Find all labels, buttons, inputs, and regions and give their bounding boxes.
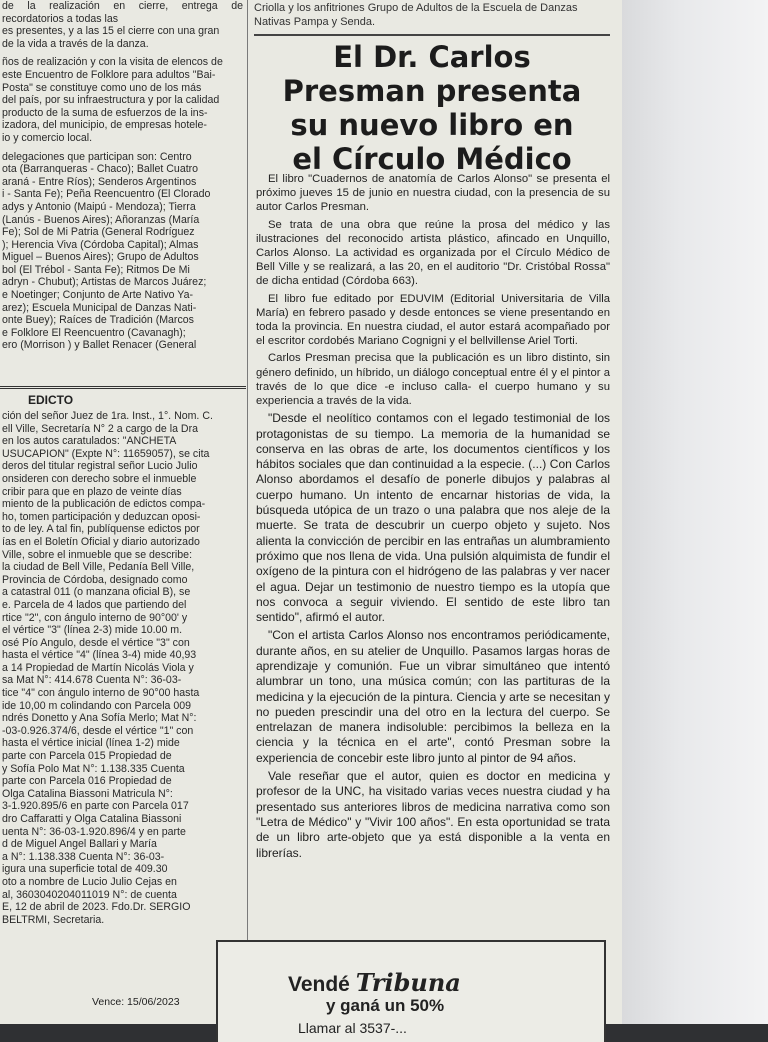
text-line: ños de realización y con la visita de elencos de bbox=[2, 56, 223, 69]
text-line: sa Mat N°: 414.678 Cuenta N°: 36-03- bbox=[2, 674, 182, 687]
text-line: oto a nombre de Lucio Julio Cejas en bbox=[2, 875, 177, 888]
text-line: ho, tomen participación y deduzcan oposi- bbox=[2, 510, 201, 523]
text-line: arez); Escuela Municipal de Danzas Nati- bbox=[2, 301, 197, 314]
left-column bbox=[0, 0, 246, 1024]
text-line: ota (Barranqueras - Chaco); Ballet Cuatro bbox=[2, 163, 199, 176]
text-line: adys y Antonio (Maipú - Mendoza); Tierra bbox=[2, 200, 196, 213]
text-line: de la realización en cierre, entrega de recordatorios a todas las bbox=[2, 0, 243, 25]
text-line: Olga Catalina Biassoni Matricula N°: bbox=[2, 787, 173, 800]
previous-article-caption: Criolla y los anfitriones Grupo de Adultos de la Escuela de Danzas Nativas Pampa y Senda. bbox=[254, 2, 578, 28]
text-line: cribir para que en plazo de veinte días bbox=[2, 485, 182, 498]
text-line: en los autos caratulados: "ANCHETA bbox=[2, 435, 177, 448]
text-line: igura una superficie total de 409.30 bbox=[2, 863, 168, 876]
headline-line: El Dr. Carlos bbox=[333, 40, 531, 74]
text-line: e Folklore El Reencuentro (Cavanagh); bbox=[2, 326, 186, 339]
article-body bbox=[256, 172, 610, 864]
text-line: ías en el Boletín Oficial y diario autorizado bbox=[2, 535, 200, 548]
text-line: de la vida a través de la danza. bbox=[2, 37, 149, 50]
text-line: tice "4" con ángulo interno de 90°00 hasta bbox=[2, 687, 200, 700]
section-divider bbox=[254, 34, 610, 36]
text-line: es presentes, y a las 15 el cierre con una gran bbox=[2, 25, 220, 38]
text-line: to de ley. A tal fin, publíquense edictos por bbox=[2, 523, 200, 536]
text-line: la ciudad de Bell Ville, Pedanía Bell Ville, bbox=[2, 561, 195, 574]
section-divider bbox=[0, 386, 246, 389]
festival-article-fragment bbox=[0, 0, 246, 352]
article-paragraph: El libro "Cuadernos de anatomía de Carlos Alonso" se presenta el próximo jueves 15 de junio en nuestra ciudad, con la presencia de su autor Carlos Presman. bbox=[256, 173, 610, 214]
text-line: onte Buey); Raíces de Tradición (Marcos bbox=[2, 314, 194, 327]
text-line: este Encuentro de Folklore para adultos "Bai- bbox=[2, 68, 216, 81]
edicto-title: EDICTO bbox=[28, 393, 74, 407]
text-line: USUCAPION" (Expte N°: 11659057), se cita bbox=[2, 447, 210, 460]
text-line: dro Caffaratti y Olga Catalina Biassoni bbox=[2, 813, 182, 825]
text-line: (Lanús - Buenos Aires); Añoranzas (María bbox=[2, 213, 200, 226]
text-line: producto de la suma de esfuerzos de la ins- bbox=[2, 106, 208, 119]
text-line: parte con Parcela 015 Propiedad de bbox=[2, 750, 172, 763]
text-line: adryn - Chubut); Artistas de Marcos Juárez; bbox=[2, 276, 207, 289]
ad-headline bbox=[288, 968, 461, 997]
text-line: uenta N°: 36-03-1.920.896/4 y en parte bbox=[2, 825, 186, 838]
text-line: ell Ville, Secretaría N° 2 a cargo de la Dra bbox=[2, 422, 198, 435]
text-line: ); Herencia Viva (Córdoba Capital); Almas bbox=[2, 238, 199, 251]
headline bbox=[254, 40, 610, 176]
text-line: al, 3603040204011019 N°: de cuenta bbox=[2, 888, 177, 901]
text-line: d de Miguel Angel Ballari y María bbox=[2, 838, 157, 851]
text-line: y Sofía Polo Mat N°: 1.138.335 Cuenta bbox=[2, 762, 185, 775]
text-line: a 14 Propiedad de Martín Nicolás Viola y bbox=[2, 661, 194, 674]
headline-line: Presman presenta bbox=[282, 74, 582, 108]
text-line: io y comercio local. bbox=[2, 131, 93, 144]
text-line: araná - Entre Ríos); Senderos Argentinos bbox=[2, 175, 197, 188]
text-line: onsideren con derecho sobre el inmueble bbox=[2, 472, 197, 485]
text-line: Fe); Sol de Mi Patria (General Rodríguez bbox=[2, 226, 195, 239]
text-line: BELTRMI, Secretaria. bbox=[2, 913, 105, 926]
text-line: hasta el vértice "4" (línea 3-4) mide 40,93 bbox=[2, 649, 197, 662]
article-paragraph: Carlos Presman precisa que la publicación es un libro distinto, sin género definido, un híbrido, un diálogo conceptual entre él y el pintor a través de lo que dice -e incluso calla- el cuerpo humano y su experiencia a través de la vida. bbox=[256, 352, 610, 408]
text-line: Ville, sobre el inmueble que se describe: bbox=[2, 548, 193, 561]
text-line: Miguel – Buenos Aires); Grupo de Adultos bbox=[2, 251, 199, 264]
text-line: ndrés Donetto y Ana Sofía Merlo; Mat N°: bbox=[2, 712, 197, 725]
text-line: a catastral 011 (o manzana oficial B), se bbox=[2, 586, 191, 599]
advertisement bbox=[216, 940, 606, 1042]
text-line: deros del titular registral señor Lucio Julio bbox=[2, 460, 198, 473]
article-paragraph: El libro fue editado por EDUVIM (Editorial Universitaria de Villa María) en febrero pasado y desde entonces se viene presentando en toda la provincia. En nuestra ciudad, el autor estará acompañado por el escritor cordobés Mariano Cognigni y el bellvillense Ariel Torti. bbox=[256, 292, 610, 348]
text-line: e Noetinger; Conjunto de Arte Nativo Ya- bbox=[2, 289, 193, 302]
text-line: E, 12 de abril de 2023. Fdo.Dr. SERGIO bbox=[2, 901, 191, 914]
article-paragraph: "Con el artista Carlos Alonso nos encontramos periódicamente, durante años, en su atelier de Unquillo. Pasamos largas horas de aprendizaje y comunión. Fue un vibrar simultáneo que intentó alumbrar un tono, una música común; con las partituras de la medicina y la ejecución de la pintura. Ciencia y arte se necesitan y no pueden prescindir una del otro en la lectura del cuerpo. Se entrelazan de manera indisoluble: percibimos la belleza en la ciencia y la técnica en el arte", contó Presman sobre la experiencia de concebir este libro junto al pintor de 94 años. bbox=[256, 628, 610, 765]
text-line: del país, por su infraestructura y por la calidad bbox=[2, 94, 220, 107]
text-line: ide 10,00 m colindando con Parcela 009 bbox=[2, 699, 192, 712]
headline-line: el Círculo Médico bbox=[292, 142, 572, 176]
next-page-edge bbox=[622, 0, 768, 1024]
text-line: i - Santa Fe); Peña Reencuentro (El Clorado bbox=[2, 188, 211, 201]
article-paragraph: Se trata de una obra que reúne la prosa del médico y las ilustraciones del reconocido artista plástico, afincado en Unquillo, Carlos Alonso. La actividad es organizada por el Círculo Médico de Bell Ville y se realizará, a las 20, en el auditorio "Dr. Cristóbal Rossa" de dicha entidad (Córdoba 663). bbox=[256, 218, 610, 288]
text-line: Posta" se constituye como uno de los más bbox=[2, 81, 202, 94]
right-column bbox=[254, 0, 614, 1036]
text-line: e. Parcela de 4 lados que partiendo del bbox=[2, 598, 187, 611]
article-paragraph: "Desde el neolítico contamos con el legado testimonial de los protagonistas de su tiempo. La memoria de la humanidad se conserva en las obras de arte, los documentos científicos y los hábitos sociales que dan continuidad a la especie. (...) Con Carlos Alonso abordamos el desafío de ponerle dibujos y palabras al cuerpo humano. Un intento de encarnar historias de vida, la búsqueda utópica de un trazo o una palabra que nos aleje de la muerte. Se trata de descubrir un cuerpo objeto y sujeto. Nos alienta la convicción de percibir en las entrañas un alumbramiento próximo que nos llena de vida. Una pulsión alquimista de fundir el oxígeno de la pintura con el hidrógeno de las palabras y ver nacer el agua. Dejar un testimonio de nuestro tiempo es la utopía que nos convoca a seguir viviendo. El sentido de este libro tan sentido", afirmó el autor. bbox=[256, 411, 610, 625]
newspaper-logo: Tribuna bbox=[355, 968, 461, 997]
text-line: Provincia de Córdoba, designado como bbox=[2, 573, 188, 586]
text-line: el vértice "3" (línea 2-3) mide 10.00 m. bbox=[2, 624, 183, 637]
text-line: miento de la publicación de edictos compa- bbox=[2, 498, 206, 511]
edicto-expiry: Vence: 15/06/2023 bbox=[92, 996, 180, 1008]
ad-offer: y ganá un 50% bbox=[326, 996, 445, 1015]
text-line: hasta el vértice inicial (línea 1-2) mide bbox=[2, 737, 180, 750]
edicto-body bbox=[0, 410, 246, 926]
text-line: delegaciones que participan son: Centro bbox=[2, 150, 192, 163]
text-line: bol (El Trébol - Santa Fe); Ritmos De Mi bbox=[2, 263, 190, 276]
ad-prefix: Vendé bbox=[288, 973, 350, 996]
text-line: rtice "2", con ángulo interno de 90°00' y bbox=[2, 611, 188, 624]
text-line: a N°: 1.138.338 Cuenta N°: 36-03- bbox=[2, 850, 165, 863]
text-line: 3-1.920.895/6 en parte con Parcela 017 bbox=[2, 800, 189, 813]
text-line: osé Pío Angulo, desde el vértice "3" con bbox=[2, 636, 190, 649]
article-paragraph: Vale reseñar que el autor, quien es doctor en medicina y profesor de la UNC, ha visitado varias veces nuestra ciudad y ha presentado sus anteriores libros de medicina narrativa como son "Letra de Médico" y "Vivir 100 años". En esta oportunidad se trata de un libro arte-objeto que ya está disponible a la venta en librerías. bbox=[256, 769, 610, 860]
ad-contact: Llamar al 3537-... bbox=[298, 1020, 407, 1036]
headline-line: su nuevo libro en bbox=[290, 108, 574, 142]
column-divider bbox=[247, 0, 248, 1024]
text-line: parte con Parcela 016 Propiedad de bbox=[2, 775, 172, 788]
text-line: -03-0.926.374/6, desde el vértice "1" con bbox=[2, 724, 194, 737]
text-line: izadora, del municipio, de empresas hotele- bbox=[2, 119, 207, 132]
text-line: ero (Morrison ) y Ballet Renacer (General bbox=[2, 339, 197, 352]
text-line: ción del señor Juez de 1ra. Inst., 1°. Nom. C. bbox=[2, 410, 213, 422]
